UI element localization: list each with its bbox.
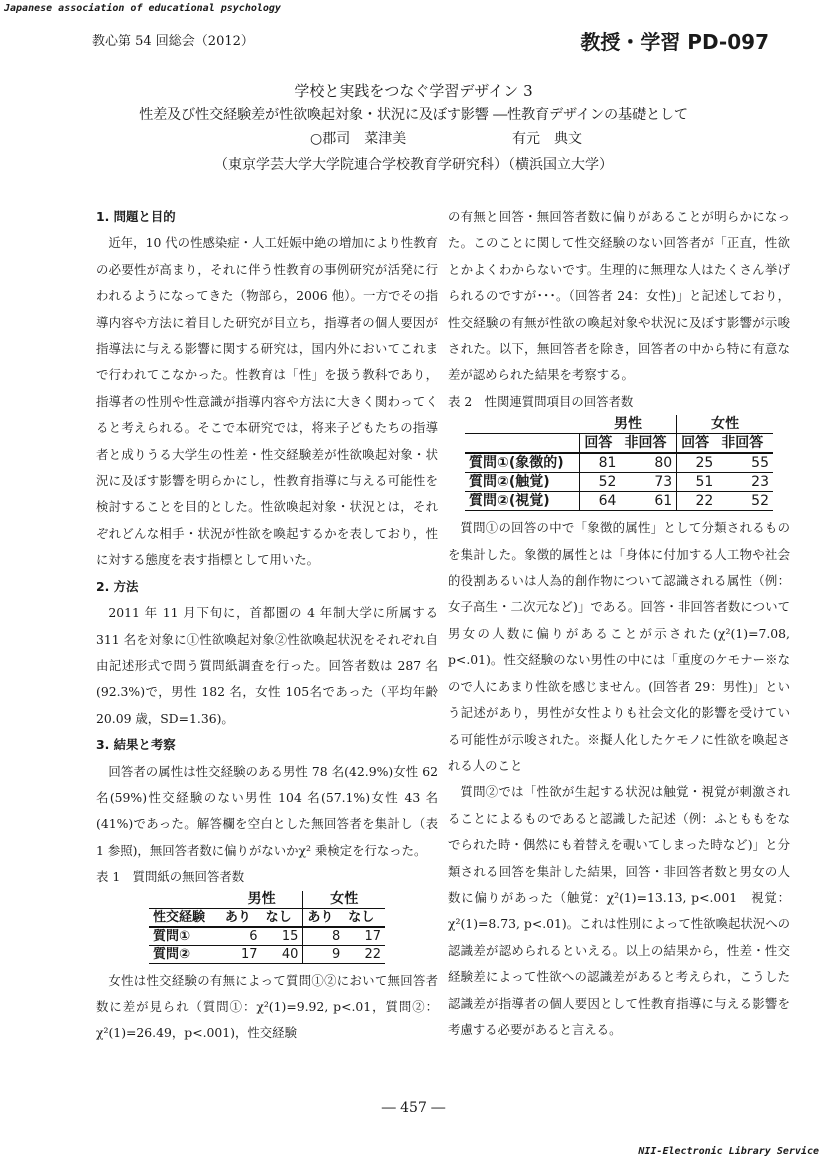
paper-title: 学校と実践をつなぐ学習デザイン 3: [294, 82, 533, 100]
table2-row-label: 質問②(視覚): [465, 492, 580, 511]
table2-col-header: 回答: [677, 434, 718, 454]
table1-col-header: あり: [303, 908, 344, 927]
paragraph-method: 2011 年 11 月下旬に，首都圏の 4 年制大学に所属する 311 名を対象に①性欲喚起対象②性欲喚起状況をそれぞれ自由記述形式で問う質問紙調査を行った。回答者数は 287 名(92.3%)で，男性 182 名，女性 105名であった（平均年齢 20.09 歳，SD=1.36)。: [96, 605, 438, 726]
table2-row-label: 質問①(象徴的): [465, 453, 580, 473]
paragraph-right-2: 質問①の回答の中で「象徴的属性」として分類されるものを集計した。象徴的属性とは「身体に付加する人工物や社会的役割あるいは人為的創作物について認識される属性（例：女子高生・二次元など)」である。回答・非回答者数について男女の人数に偏りがあることが示された(χ²(1)=7.08, p<.01)。性交経験のない男性の中には「重度のケモナー※なので人にあまり性欲を感じません。(回答者 29：男性)」という記述があり，男性が女性よりも社会文化的影響を受けている可能性が示唆された。※擬人化したケモノに性欲を喚起される人のこと: [448, 520, 790, 773]
table1-cell: 15: [262, 927, 303, 946]
left-column: [96, 204, 438, 1047]
table-row: [149, 945, 385, 963]
table2-caption: 表 2 性関連質問項目の回答者数: [448, 393, 634, 409]
table2-group-female: 女性: [677, 415, 773, 434]
author-2: 有元 典文: [512, 131, 582, 147]
conference-label: 教心第 54 回総会（2012）: [92, 34, 254, 49]
table2-cell: 55: [717, 453, 773, 473]
table2-cell: 51: [677, 473, 718, 492]
table2-row-label: 質問②(触覚): [465, 473, 580, 492]
association-note: Japanese association of educational psychology: [4, 3, 281, 14]
paper-subtitle: 性差及び性交経験差が性欲喚起対象・状況に及ぼす影響 ―性教育デザインの基礎として: [139, 107, 688, 123]
table2-cell: 81: [580, 453, 621, 473]
table-row: [465, 473, 773, 492]
table2-col-header: 非回答: [620, 434, 676, 454]
table1-col-header: なし: [344, 908, 385, 927]
table1-row-label: 質問①: [149, 927, 221, 946]
section-heading-purpose: 1. 問題と目的: [96, 209, 176, 224]
section-heading-method: 2. 方法: [96, 578, 139, 594]
table1-caption: 表 1 質問紙の無回答者数: [96, 869, 245, 885]
section-heading-results: 3. 結果と考察: [96, 737, 176, 753]
table1-row-label: 質問②: [149, 945, 221, 963]
table1-group-male: 男性: [247, 890, 276, 907]
table-row: [465, 453, 773, 473]
table1-cell: 6: [221, 927, 262, 946]
paragraph-results-2: 女性は性交経験の有無によって質問①②において無回答者数に差が見られ（質問①：χ²(1)=9.92, p<.01，質問②：χ²(1)=26.49，p<.001)，性交経験: [96, 972, 438, 1041]
table1-col-header: なし: [262, 908, 303, 927]
table1-cell: 8: [303, 927, 344, 946]
table2-cell: 52: [717, 492, 773, 511]
table2: [465, 415, 773, 511]
affiliation: （東京学芸大学大学院連合学校教育学研究科）（横浜国立大学）: [214, 157, 613, 173]
table1-cell: 9: [303, 945, 344, 963]
author-1: ○郡司 菜津美: [310, 131, 407, 147]
table2-cell: 80: [620, 453, 676, 473]
table2-cell: 25: [677, 453, 718, 473]
table1: [149, 891, 385, 964]
table1-corner: 性交経験: [149, 908, 221, 927]
paragraph-right-3: 質問②では「性欲が生起する状況は触覚・視覚が刺激されることによるものであると認識した記述（例：ふとももをなでられた時・偶然にも着替えを覗いてしまった時など)」と分類される回答を集計した結果，回答・非回答者数と男女の人数に偏りがあった（触覚：χ²(1)=13.13, p<.001 視覚：χ²(1)=8.73, p<.01)。これは性別によって性欲喚起状況への認識差が認められるといえる。以上の結果から，性差・性交経験差によって性欲への認識差があると考えられ，こうした認識差が指導者の個人要因として性教育指導に与える影響を考慮する必要があると言える。: [448, 784, 790, 1037]
table1-cell: 17: [221, 945, 262, 963]
table2-group-male: 男性: [614, 416, 642, 433]
presentation-code: 教授・学習 PD-097: [580, 30, 769, 54]
table1-cell: 40: [262, 945, 303, 963]
table1-group-female: 女性: [303, 891, 385, 909]
page-number: ― 457 ―: [381, 1100, 446, 1116]
table2-cell: 61: [620, 492, 676, 511]
paragraph-results-1: 回答者の属性は性交経験のある男性 78 名(42.9%)女性 62 名(59%)性交経験のない男性 104 名(57.1%)女性 43 名(41%)であった。解答欄を空白とした無回答者を集計し（表 1 参照)，無回答者数に偏りがないかχ² 乗検定を行なった。: [96, 763, 438, 858]
paragraph-right-1: の有無と回答・無回答者数に偏りがあることが明らかになった。このことに関して性交経験のない回答者が「正直，性欲とかよくわからないです。生理的に無理な人はたくさん挙げられるのですが･･･。（回答者 24：女性)」と記述しており，性交経験の有無が性欲の喚起対象や状況に及ぼす影響が示唆された。以下，無回答者を除き，回答者の中から特に有意な差が認められた結果を考察する。: [448, 209, 790, 383]
table2-cell: 22: [677, 492, 718, 511]
table1-cell: 17: [344, 927, 385, 946]
table2-cell: 73: [620, 473, 676, 492]
table-row: [465, 492, 773, 511]
table1-col-header: あり: [221, 908, 262, 927]
footer-service: NII-Electronic Library Service: [638, 1146, 819, 1157]
table2-col-header: 非回答: [717, 434, 773, 454]
table1-cell: 22: [344, 945, 385, 963]
table2-cell: 23: [717, 473, 773, 492]
table2-cell: 64: [580, 492, 621, 511]
table2-cell: 52: [580, 473, 621, 492]
table-row: [149, 927, 385, 946]
table2-col-header: 回答: [580, 434, 621, 454]
paragraph-purpose: 近年，10 代の性感染症・人工妊娠中絶の増加により性教育の必要性が高まり，それに伴う性教育の事例研究が活発に行われるようになってきた（物部ら，2006 他）。一方でその指導内容や方法に着目した研究が目立ち，指導者の個人要因が指導法に与える影響に関する研究は，国内外においてこれまで行われてこなかった。性教育は「性」を扱う教科であり，指導者の性別や性意識が指導内容や方法に大きく関わってくると考えられる。そこで本研究では，将来子どもたちの指導者と成りうる大学生の性差・性交経験差が性欲喚起対象・状況に及ぼす影響を明らかにし，性教育指導に与える可能性を検討することを目的とした。性欲喚起対象・状況とは，それぞれどんな相手・状況が性欲を喚起するかを表しており，性に対する態度を表す指標として用いた。: [96, 235, 438, 568]
right-column: [448, 204, 790, 1043]
